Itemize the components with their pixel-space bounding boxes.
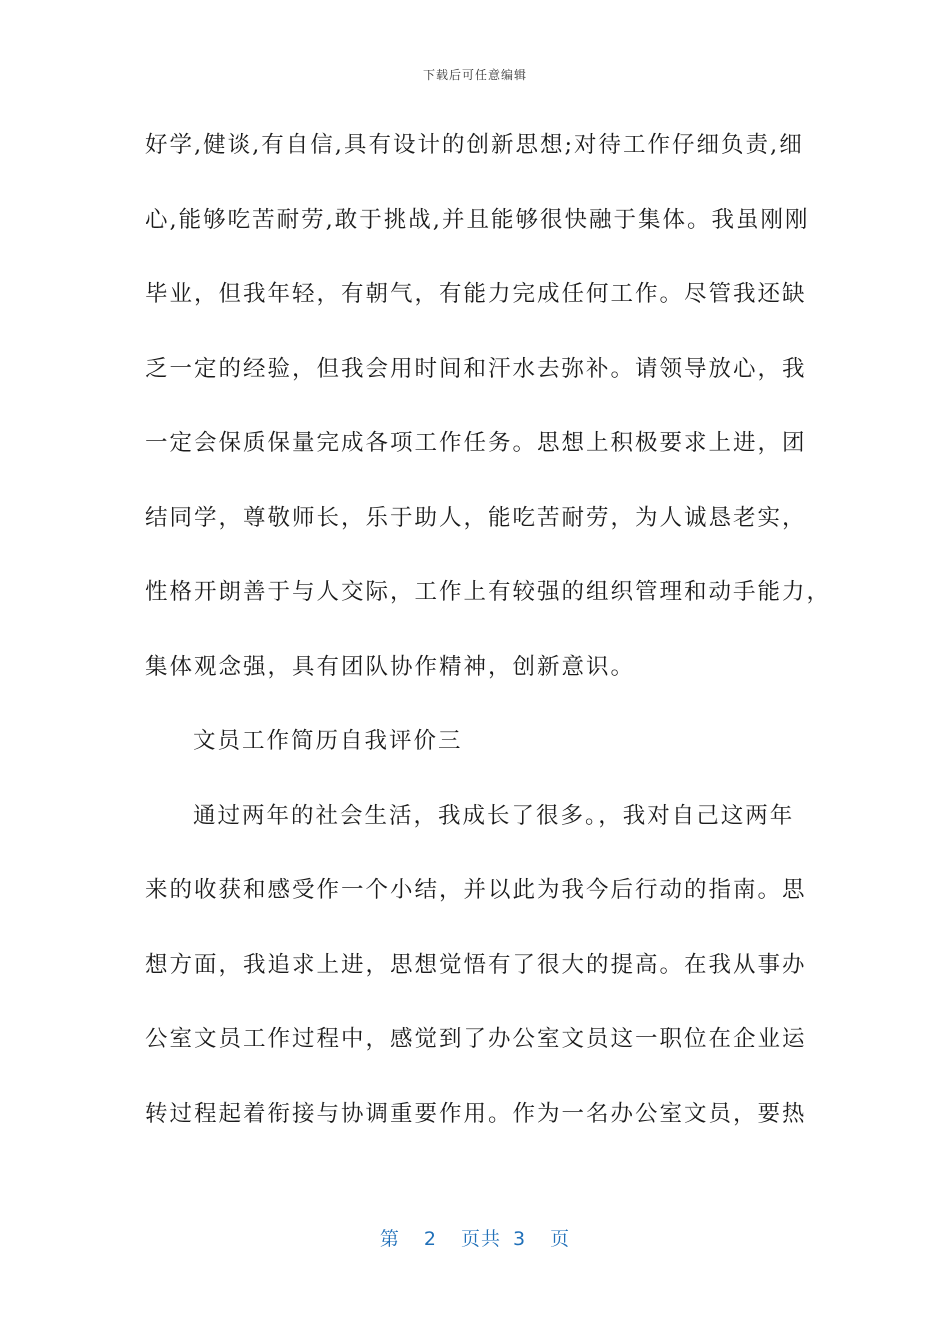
paragraph-line: 乏一定的经验，但我会用时间和汗水去弥补。请领导放心，我 (145, 355, 807, 382)
footer-label-end: 页 (550, 1228, 571, 1250)
paragraph-line: 通过两年的社会生活，我成长了很多。，我对自己这两年 (193, 802, 795, 829)
paragraph-line: 一定会保质保量完成各项工作任务。思想上积极要求上进，团 (145, 430, 807, 456)
paragraph-line: 转过程起着衔接与协调重要作用。作为一名办公室文员，要热 (145, 1100, 807, 1127)
page-header-note: 下载后可任意编辑 (422, 68, 527, 82)
paragraph-line: 性格开朗善于与人交际，工作上有较强的组织管理和动手能力， (145, 579, 832, 605)
footer-label-page: 第 (379, 1228, 400, 1250)
page-number-footer (0, 1224, 950, 1251)
footer-current-page: 2 (423, 1228, 437, 1250)
paragraph-line: 结同学，尊敬师长，乐于助人，能吃苦耐劳，为人诚恳老实， (145, 504, 807, 531)
paragraph-line: 想方面，我追求上进，思想觉悟有了很大的提高。在我从事办 (145, 951, 807, 978)
paragraph-line: 心,能够吃苦耐劳,敢于挑战,并且能够很快融于集体。我虽刚刚 (145, 206, 810, 233)
paragraph-line: 好学,健谈,有自信,具有设计的创新思想;对待工作仔细负责,细 (145, 132, 804, 158)
section-heading: 文员工作简历自我评价三 (193, 728, 463, 754)
paragraph-line: 毕业，但我年轻，有朝气，有能力完成任何工作。尽管我还缺 (145, 281, 807, 307)
paragraph-line: 公室文员工作过程中，感觉到了办公室文员这一职位在企业运 (145, 1026, 807, 1052)
paragraph-line: 来的收获和感受作一个小结，并以此为我今后行动的指南。思 (145, 877, 807, 903)
paragraph-line: 集体观念强，具有团队协作精神，创新意识。 (145, 653, 636, 680)
footer-total-pages: 3 (513, 1228, 527, 1250)
footer-label-of: 页共 (460, 1228, 501, 1250)
document-body (145, 118, 832, 1161)
